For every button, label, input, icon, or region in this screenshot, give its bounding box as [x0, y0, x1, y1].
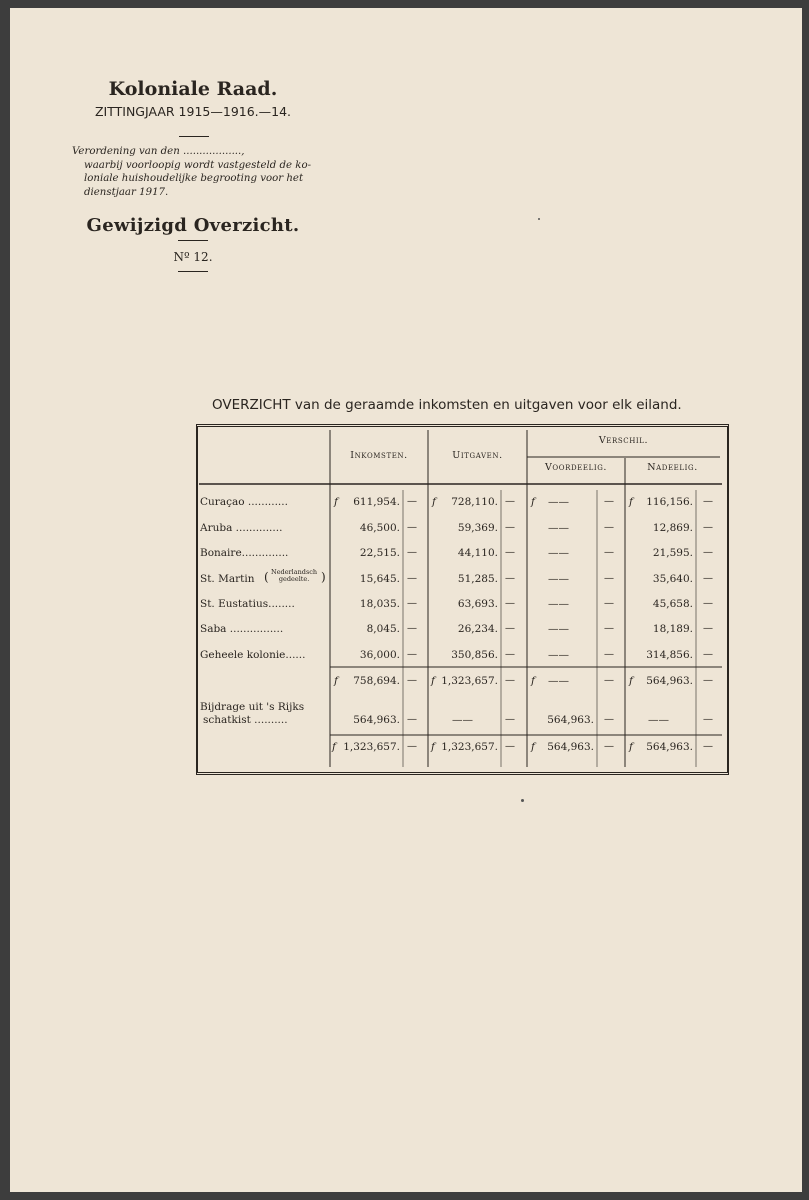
note-line: Nederlandsch	[271, 568, 318, 576]
cents-dash: —	[505, 623, 515, 634]
cents-dash: —	[604, 741, 614, 752]
income-value: 611,954.	[353, 496, 400, 508]
income-value: 22,515.	[359, 547, 400, 559]
row-label: Bonaire..............	[200, 547, 289, 559]
unfavorable-value: 18,189.	[652, 623, 693, 635]
currency-mark: f	[629, 496, 633, 508]
contribution-favorable: 564,963.	[547, 714, 594, 726]
currency-mark: f	[531, 741, 535, 753]
unfavorable-value: 314,856.	[646, 649, 693, 661]
cents-dash: —	[505, 741, 515, 752]
contribution-label: schatkist ..........	[203, 714, 288, 726]
cents-dash: —	[505, 714, 515, 725]
expenses-header: Uitgaven.	[452, 450, 503, 461]
overview-title: OVERZICHT van de geraamde inkomsten en uitgaven voor elk eiland.	[212, 397, 682, 413]
currency-mark: f	[334, 675, 338, 687]
cents-dash: —	[604, 714, 614, 725]
total-favorable: 564,963.	[547, 741, 594, 753]
description-line: loniale huishoudelijke begrooting voor het	[84, 173, 304, 184]
cents-dash: —	[604, 623, 614, 634]
cents-dash: —	[703, 741, 713, 752]
cents-dash: —	[407, 741, 417, 752]
total-expenses: 1,323,657.	[441, 741, 498, 753]
cents-dash: —	[703, 496, 713, 507]
cents-dash: —	[505, 573, 515, 584]
income-value: 18,035.	[359, 598, 400, 610]
currency-mark: f	[531, 675, 535, 687]
expenses-value: 350,856.	[451, 649, 498, 661]
expenses-value: 26,234.	[457, 623, 498, 635]
currency-mark: f	[431, 675, 435, 687]
total-income: 1,323,657.	[343, 741, 400, 753]
income-value: 46,500.	[359, 522, 400, 534]
paren-open: (	[264, 570, 269, 584]
cents-dash: —	[505, 522, 515, 533]
cents-dash: —	[604, 547, 614, 558]
cents-dash: —	[505, 496, 515, 507]
subtotal-favorable: ——	[548, 675, 569, 687]
cents-dash: —	[407, 547, 417, 558]
currency-mark: f	[629, 675, 633, 687]
cents-dash: —	[604, 496, 614, 507]
cents-dash: —	[703, 623, 713, 634]
favorable-value: ——	[548, 573, 569, 585]
income-value: 15,645.	[359, 573, 400, 585]
favorable-value: ——	[548, 649, 569, 661]
contribution-expenses: ——	[452, 714, 473, 726]
contribution-unfavorable: ——	[648, 714, 669, 726]
expenses-value: 44,110.	[457, 547, 498, 559]
currency-mark: f	[629, 741, 633, 753]
cents-dash: —	[703, 547, 713, 558]
currency-mark: f	[332, 741, 336, 753]
subtotal-expenses: 1,323,657.	[441, 675, 498, 687]
currency-mark: f	[334, 496, 338, 508]
favorable-header: Voordeelig.	[544, 462, 608, 473]
favorable-value: ——	[548, 598, 569, 610]
cents-dash: —	[407, 714, 417, 725]
row-label: St. Martin	[200, 573, 255, 585]
currency-mark: f	[531, 496, 535, 508]
income-value: 8,045.	[366, 623, 400, 635]
note-line: gedeelte.	[278, 575, 310, 583]
cents-dash: —	[703, 573, 713, 584]
unfavorable-value: 21,595.	[652, 547, 693, 559]
contribution-label: Bijdrage uit 's Rijks	[200, 701, 305, 713]
unfavorable-value: 35,640.	[652, 573, 693, 585]
cents-dash: —	[703, 675, 713, 686]
paren-close: )	[321, 570, 326, 584]
row-label: Curaçao ............	[200, 496, 288, 508]
subtotal-income: 758,694.	[353, 675, 400, 687]
paper-speck	[521, 799, 524, 802]
cents-dash: —	[505, 649, 515, 660]
cents-dash: —	[604, 522, 614, 533]
expenses-value: 63,693.	[457, 598, 498, 610]
favorable-value: ——	[548, 547, 569, 559]
income-value: 36,000.	[359, 649, 400, 661]
cents-dash: —	[407, 675, 417, 686]
unfavorable-value: 116,156.	[646, 496, 693, 508]
document-number: Nº 12.	[173, 250, 213, 264]
expenses-value: 51,285.	[457, 573, 498, 585]
cents-dash: —	[407, 573, 417, 584]
description-line: Verordening van den ..................,	[72, 146, 245, 157]
cents-dash: —	[604, 675, 614, 686]
row-label: Aruba ..............	[200, 522, 283, 534]
cents-dash: —	[604, 649, 614, 660]
subtotal-unfavorable: 564,963.	[646, 675, 693, 687]
cents-dash: —	[505, 675, 515, 686]
row-label: St. Eustatius........	[200, 598, 295, 610]
council-title: Koloniale Raad.	[108, 78, 278, 100]
document-title: Gewijzigd Overzicht.	[86, 215, 300, 236]
cents-dash: —	[703, 522, 713, 533]
cents-dash: —	[407, 598, 417, 609]
cents-dash: —	[703, 598, 713, 609]
cents-dash: —	[407, 649, 417, 660]
favorable-value: ——	[548, 623, 569, 635]
unfavorable-value: 12,869.	[652, 522, 693, 534]
cents-dash: —	[604, 573, 614, 584]
description-line: waarbij voorloopig wordt vastgesteld de ko-	[84, 159, 312, 171]
unfavorable-header: Nadeelig.	[647, 462, 698, 473]
unfavorable-value: 45,658.	[652, 598, 693, 610]
expenses-value: 59,369.	[457, 522, 498, 534]
cents-dash: —	[505, 547, 515, 558]
cents-dash: —	[703, 649, 713, 660]
currency-mark: f	[431, 741, 435, 753]
currency-mark: f	[432, 496, 436, 508]
favorable-value: ——	[548, 522, 569, 534]
difference-header: Verschil.	[598, 435, 649, 446]
cents-dash: —	[407, 496, 417, 507]
row-label: Saba ................	[200, 623, 284, 635]
row-label-note	[271, 569, 317, 583]
session-year: ZITTINGJAAR 1915—1916.—14.	[94, 104, 292, 119]
cents-dash: —	[407, 522, 417, 533]
total-unfavorable: 564,963.	[646, 741, 693, 753]
row-label: Geheele kolonie......	[200, 649, 306, 661]
cents-dash: —	[407, 623, 417, 634]
description-line: dienstjaar 1917.	[84, 186, 169, 198]
cents-dash: —	[505, 598, 515, 609]
contribution-income: 564,963.	[353, 714, 400, 726]
cents-dash: —	[703, 714, 713, 725]
expenses-value: 728,110.	[451, 496, 498, 508]
cents-dash: —	[604, 598, 614, 609]
paper-speck	[538, 218, 540, 220]
income-header: Inkomsten.	[350, 450, 408, 461]
favorable-value: ——	[548, 496, 569, 508]
